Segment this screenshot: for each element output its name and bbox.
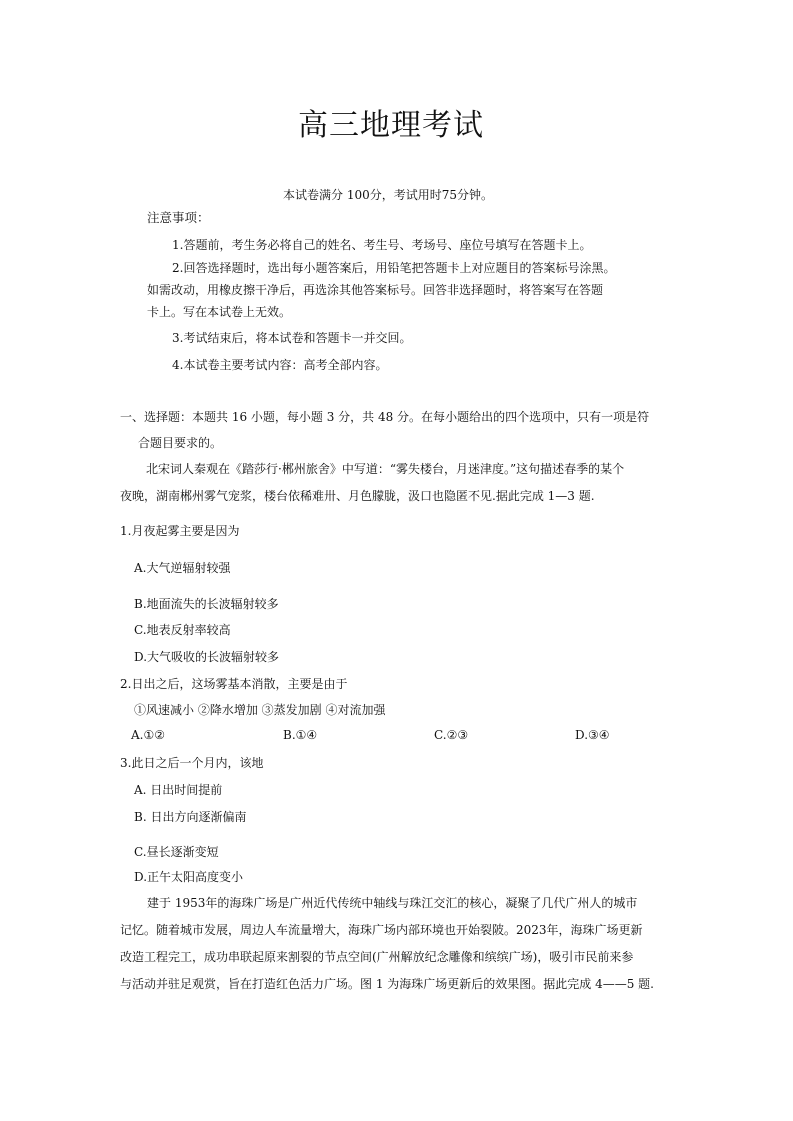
question-3-option-b: B. 日出方向逐渐偏南 — [134, 810, 247, 824]
question-2-option-b: B.①④ — [283, 728, 318, 742]
notice-item-2-line-3: 卡上。写在本试卷上无效。 — [147, 305, 292, 319]
question-2-option-a: A.①② — [131, 728, 165, 742]
question-3-option-d: D.正午太阳高度变小 — [134, 870, 244, 884]
passage-1-line-1: 北宋词人秦观在《踏莎行·郴州旅舍》中写道：“雾失楼台，月迷津度。”这句描述春季的某个 — [146, 462, 625, 476]
notice-item-3: 3.考试结束后，将本试卷和答题卡一并交回。 — [172, 331, 412, 345]
question-2-option-d: D.③④ — [575, 728, 610, 742]
passage-1-line-2: 夜晚，湖南郴州雾气宠浆，楼台依稀难卅、月色朦胧，汲口也隐匿不见.据此完成 1—3 题. — [120, 489, 595, 503]
notice-item-1: 1.答题前，考生务必将自己的姓名、考生号、考场号、座位号填写在答题卡上。 — [172, 238, 592, 252]
question-1-stem: 1.月夜起雾主要是因为 — [120, 524, 240, 538]
question-1-option-a: A.大气逆辐射较强 — [134, 561, 231, 575]
question-3-stem: 3.此日之后一个月内，该地 — [120, 756, 264, 770]
notice-item-2-line-1: 2.回答选择题时，选出每小题答案后，用铅笔把答题卡上对应题目的答案标号涂黑。 — [172, 261, 616, 275]
notice-heading: 注意事项： — [147, 210, 210, 225]
question-3-option-c: C.昼长逐渐变短 — [134, 845, 219, 859]
question-2-stem: 2.日出之后，这场雾基本消散，主要是由于 — [120, 677, 348, 691]
question-3-option-a: A. 日出时间提前 — [134, 783, 223, 797]
question-2-factors: ①风速减小 ②降水增加 ③蒸发加剧 ④对流加强 — [134, 703, 386, 717]
passage-2-line-3: 改造工程完工，成功串联起原来割裂的节点空间(广州解放纪念雕像和缤缤广场)，吸引市民前来参 — [120, 950, 634, 964]
notice-item-2-line-2: 如需改动，用橡皮擦干净后，再选涂其他答案标号。回答非选择题时，将答案写在答题 — [147, 283, 604, 297]
section-1-heading-line-2: 合题目要求的。 — [138, 436, 223, 450]
passage-2-line-4: 与活动并驻足观赏，旨在打造红色活力广场。图 1 为海珠广场更新后的效果图。据此完成 4——5 题. — [120, 977, 654, 991]
passage-2-line-2: 记忆。随着城市发展，周边人车流量增大，海珠广场内部环境也开始裂陂。2023年，海珠广场更新 — [120, 923, 643, 937]
exam-title: 高三地理考试 — [298, 108, 484, 143]
question-1-option-c: C.地表反射率较高 — [134, 623, 231, 637]
notice-item-4: 4.本试卷主要考试内容：高考全部内容。 — [172, 358, 388, 372]
section-1-heading-line-1: 一、选择题：本题共 16 小题，每小题 3 分，共 48 分。在每小题给出的四个选项中，只有一项是符 — [120, 410, 650, 424]
passage-2-line-1: 建于 1953年的海珠广场是广州近代传统中轴线与珠江交汇的核心，凝聚了几代广州人的城市 — [147, 896, 638, 910]
question-1-option-d: D.大气吸收的长波辐射较多 — [134, 650, 280, 664]
exam-meta: 本试卷满分 100分，考试用时75分钟。 — [283, 188, 493, 202]
question-1-option-b: B.地面流失的长波辐射较多 — [134, 597, 279, 611]
question-2-option-c: C.②③ — [434, 728, 469, 742]
